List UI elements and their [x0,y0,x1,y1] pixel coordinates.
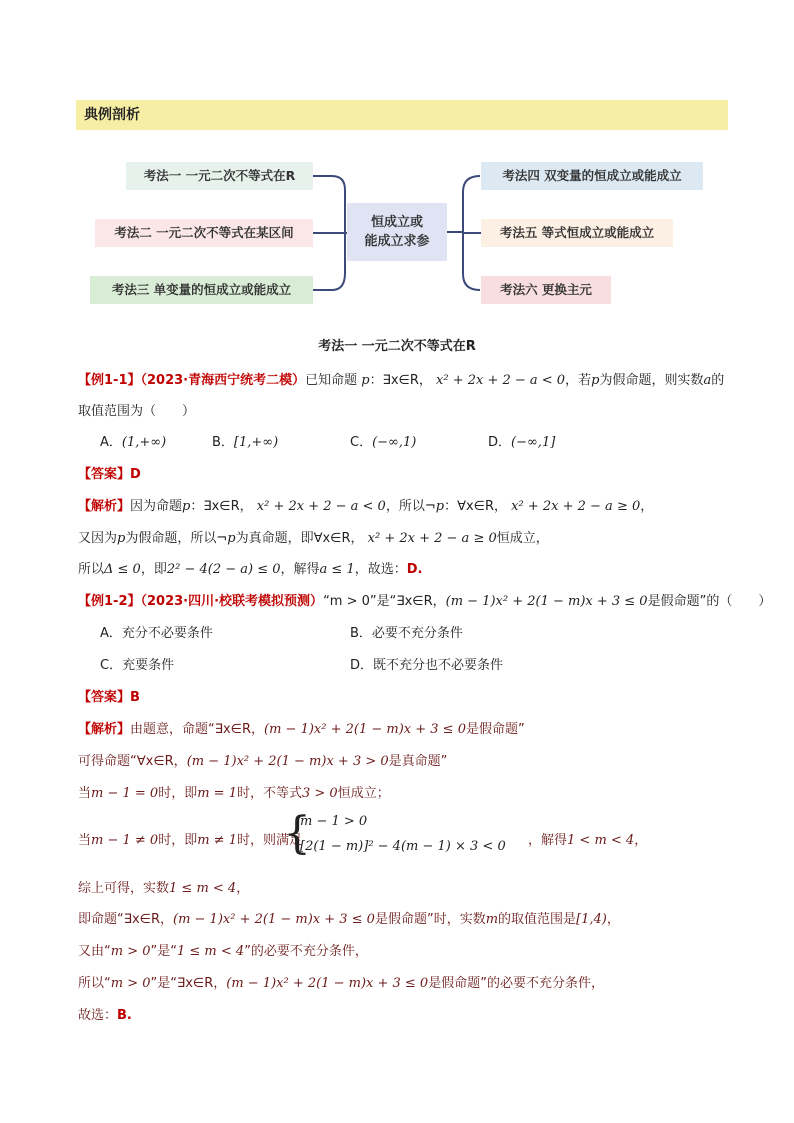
ex2-option-a [100,622,213,641]
text: ， [236,881,250,896]
center-line-1: 恒成立或 [370,215,423,230]
math: m > 0 [110,944,151,959]
ex1-inequality: x² + 2x + 2 − a < 0 [436,373,566,388]
option-label: B． [212,435,234,450]
math: m − 1 > 0 [300,814,368,829]
option-value: [1,+∞) [233,435,279,450]
ex2-analysis-line7 [78,940,368,959]
analysis-tag: 【解析】 [78,499,131,514]
method-6-box: 考法六 更换主元 [481,276,611,304]
ex2-answer [78,686,140,705]
text: 所以“ [78,976,111,991]
text: ”是“ [150,944,177,959]
math: m − 1 = 0 [91,786,159,801]
text: ， [606,912,620,927]
math: x² + 2x + 2 − a ≥ 0 [367,531,497,546]
ex1-option-b [212,431,278,450]
ex2-tag: 【例1-2】 [78,594,141,609]
var-p: p [117,531,126,546]
ex2-analysis-line2 [78,750,447,769]
var-p: p [227,531,236,546]
text: 因为命题 [130,499,183,514]
math: x² + 2x + 2 − a < 0 [256,499,386,514]
mindmap-center [347,203,447,261]
var-p: p [182,499,191,514]
ex1-question-line1 [78,369,724,388]
math: 1 ≤ m < 4 [169,881,237,896]
math: x² + 2x + 2 − a ≥ 0 [511,499,641,514]
text: ，即 [140,562,167,577]
text: 又因为 [78,531,118,546]
text: ：∃x∈R， [190,499,253,514]
method-3-box: 考法三 单变量的恒成立或能成立 [90,276,313,304]
text: 综上可得，实数 [78,881,170,896]
ex1-analysis-line1 [78,495,653,514]
system-eq-2 [300,839,506,854]
text: 故选： [78,1008,118,1023]
ex1-option-d [488,431,555,450]
text: ：∀x∈R， [444,499,508,514]
option-label: D． [350,658,374,673]
center-line-2: 能成立求参 [364,234,430,249]
option-label: C． [100,658,123,673]
answer-tag: 【答案】 [78,467,131,482]
ex2-analysis-line1 [78,718,525,737]
text: ”的必要不充分条件， [244,944,368,959]
text: 是真命题” [388,754,448,769]
ex1-q4: ，若 [565,373,592,388]
method-1-box: 考法一 一元二次不等式在R [126,162,313,190]
option-value: (−∞,1) [372,435,417,450]
text: 恒成立； [337,786,390,801]
math: (m − 1)x² + 2(1 − m)x + 3 ≤ 0 [264,722,466,737]
text: ， [634,833,648,848]
option-label: A． [100,626,122,641]
text: 又由“ [78,944,111,959]
text: 为真命题，即∀x∈R， [235,531,364,546]
text: 时，则满足 [236,833,302,848]
math: m [485,912,499,927]
math: a ≤ 1 [319,562,355,577]
ex1-tag: 【例1-1】 [78,373,141,388]
ex2-analysis-line9 [78,1004,132,1023]
text: 时，即 [158,833,198,848]
text: 当 [78,786,92,801]
ex2-source: （2023·四川·校联考模拟预测） [140,594,324,609]
option-value: (−∞,1] [511,435,556,450]
ex1-q6: 的 [711,373,725,388]
ex2-analysis-line8 [78,972,604,991]
ex2-analysis-line4-tail [528,829,647,848]
section-title: 考法一 一元二次不等式在R [318,339,476,354]
system-eq-1 [300,814,367,829]
ex2-option-c [100,654,174,673]
math: Δ ≤ 0 [104,562,141,577]
text: 是假命题”时，实数 [374,912,486,927]
mindmap-connectors [0,0,794,320]
text: “m > 0”是“∃x∈R， [323,594,446,609]
math: 2² − 4(2 − a) ≤ 0 [166,562,281,577]
math: 1 ≤ m < 4 [177,944,245,959]
math: [1,4) [576,912,607,927]
section-banner: 典例剖析 [76,100,728,130]
text: 所以 [78,562,105,577]
choice: D. [406,562,423,577]
ex2-question [78,590,771,609]
ex2-analysis-line3 [78,782,390,801]
ex1-analysis-line2 [78,527,549,546]
math: m > 0 [110,976,151,991]
text: 当 [78,833,92,848]
math: m − 1 ≠ 0 [91,833,159,848]
ex2-analysis-line4 [78,829,302,848]
var-p: p [361,373,370,388]
text: 是假命题”的必要不充分条件， [428,976,604,991]
text: 可得命题“∀x∈R， [78,754,187,769]
answer-tag: 【答案】 [78,690,131,705]
answer-value: B [130,690,140,705]
system-brace: { [283,808,311,859]
ex2-option-b [350,622,463,641]
method-5-box: 考法五 等式恒成立或能成立 [481,219,673,247]
var-a: a [703,373,712,388]
ex1-q5: 为假命题，则实数 [599,373,704,388]
math: m = 1 [197,786,237,801]
method-4-box: 考法四 双变量的恒成立或能成立 [481,162,703,190]
var-p: p [435,499,445,514]
option-value: 既不充分也不必要条件 [373,658,504,673]
text: ，所以¬ [385,499,436,514]
option-value: (1,+∞) [121,435,167,450]
ex1-answer [78,463,141,482]
ex2-analysis-line6 [78,908,620,927]
math: [2(1 − m)]² − 4(m − 1) × 3 < 0 [300,839,506,854]
text: ”是“∃x∈R， [150,976,227,991]
text: ，故选： [354,562,407,577]
text: ， [640,499,654,514]
math: (m − 1)x² + 2(1 − m)x + 3 ≤ 0 [173,912,375,927]
ex2-option-d [350,654,503,673]
var-p: p [591,373,600,388]
method-2-box: 考法二 一元二次不等式在某区间 [95,219,313,247]
math: 1 < m < 4 [567,833,635,848]
ex2-analysis-line5 [78,877,249,896]
choice: B. [117,1008,132,1023]
text: 即命题“∃x∈R， [78,912,173,927]
option-label: A． [100,435,122,450]
option-value: 必要不充分条件 [371,626,463,641]
text: 为假命题，所以¬ [125,531,228,546]
ex1-analysis-line3 [78,558,422,577]
text: 恒成立， [496,531,549,546]
option-label: B． [350,626,372,641]
text: 是假命题” [465,722,525,737]
ex1-source: （2023·青海西宁统考二模） [140,373,306,388]
option-value: 充要条件 [122,658,175,673]
ex1-option-a [100,431,166,450]
analysis-tag: 【解析】 [78,722,131,737]
math: (m − 1)x² + 2(1 − m)x + 3 ≤ 0 [226,976,429,991]
math: 3 > 0 [302,786,338,801]
option-label: C． [350,435,373,450]
text: 的取值范围是 [498,912,577,927]
ex1-q2: ：∃x∈R， [369,373,432,388]
text: 时，即 [158,786,198,801]
text: ，解得 [280,562,320,577]
math: m ≠ 1 [197,833,237,848]
option-label: D． [488,435,512,450]
math: (m − 1)x² + 2(1 − m)x + 3 ≤ 0 [445,594,648,609]
text: 是假命题”的（ ） [647,594,772,609]
text: ，解得 [528,833,568,848]
answer-value: D [130,467,141,482]
text: 时，不等式 [236,786,302,801]
option-value: 充分不必要条件 [121,626,213,641]
ex1-question-line2: 取值范围为（ ） [78,404,196,419]
math: (m − 1)x² + 2(1 − m)x + 3 > 0 [186,754,389,769]
ex1-option-c [350,431,416,450]
ex1-q1: 已知命题 [305,373,358,388]
text: 由题意，命题“∃x∈R， [130,722,265,737]
